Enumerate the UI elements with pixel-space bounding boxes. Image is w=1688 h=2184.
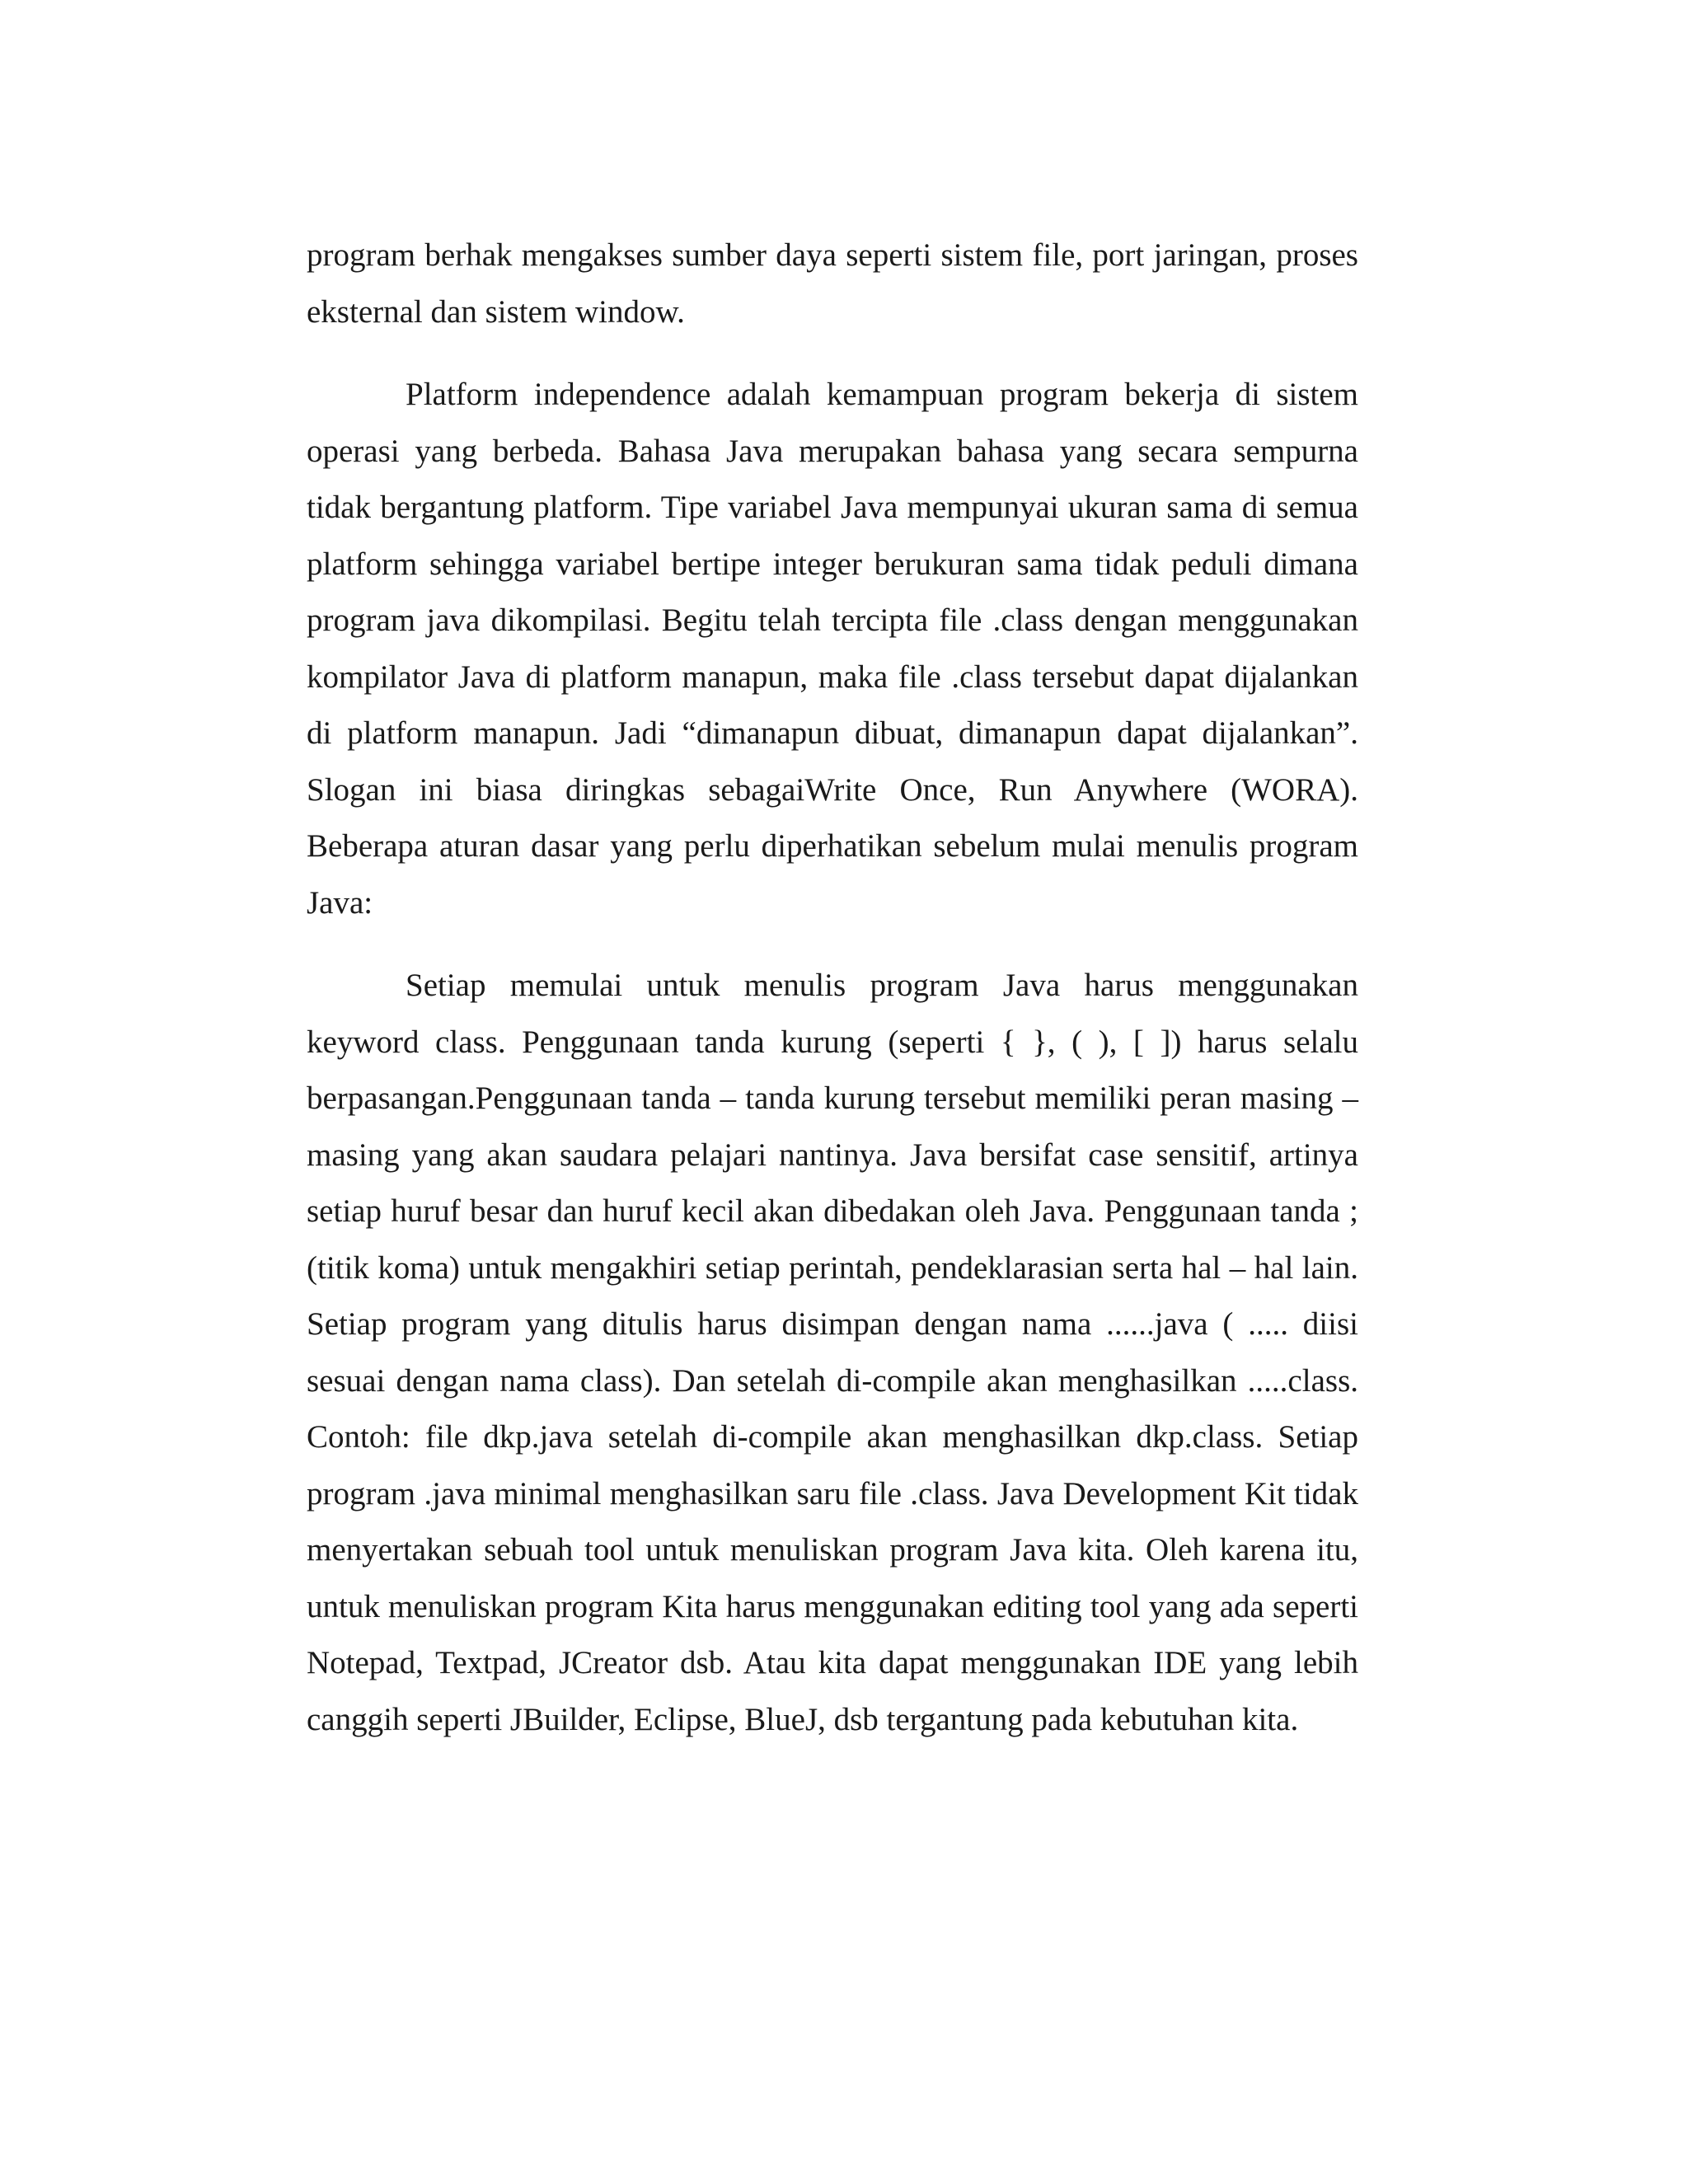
document-body bbox=[307, 227, 1358, 1748]
paragraph-platform-independence: Platform independence adalah kemampuan program bekerja di sistem operasi yang berbeda. Bahasa Java merupakan bahasa yang secara sempurna tidak bergantung platform. Tipe variabel Java mempunyai ukuran sama di semua platform sehingga variabel bertipe integer berukuran sama tidak peduli dimana program java dikompilasi. Begitu telah tercipta file .class dengan menggunakan kompilator Java di platform manapun, maka file .class tersebut dapat dijalankan di platform manapun. Jadi “dimanapun dibuat, dimanapun dapat dijalankan”. Slogan ini biasa diringkas sebagaiWrite Once, Run Anywhere (WORA). Beberapa aturan dasar yang perlu diperhatikan sebelum mulai menulis program Java: bbox=[307, 377, 1358, 921]
paragraph-continuation: program berhak mengakses sumber daya seperti sistem file, port jaringan, proses eksternal dan sistem window. bbox=[307, 237, 1358, 330]
paragraph-java-rules: Setiap memulai untuk menulis program Java harus menggunakan keyword class. Penggunaan tanda kurung (seperti { }, ( ), [ ]) harus selalu berpasangan.Penggunaan tanda – tanda kurung tersebut memiliki peran masing – masing yang akan saudara pelajari nantinya. Java bersifat case sensitif, artinya setiap huruf besar dan huruf kecil akan dibedakan oleh Java. Penggunaan tanda ; (titik koma) untuk mengakhiri setiap perintah, pendeklarasian serta hal – hal lain. Setiap program yang ditulis harus disimpan dengan nama ......java ( ..... diisi sesuai dengan nama class). Dan setelah di-compile akan menghasilkan .....class. Contoh: file dkp.java setelah di-compile akan menghasilkan dkp.class. Setiap program .java minimal menghasilkan saru file .class. Java Development Kit tidak menyertakan sebuah tool untuk menuliskan program Java kita. Oleh karena itu, untuk menuliskan program Kita harus menggunakan editing tool yang ada seperti Notepad, Textpad, JCreator dsb. Atau kita dapat menggunakan IDE yang lebih canggih seperti JBuilder, Eclipse, BlueJ, dsb tergantung pada kebutuhan kita. bbox=[307, 968, 1358, 1737]
